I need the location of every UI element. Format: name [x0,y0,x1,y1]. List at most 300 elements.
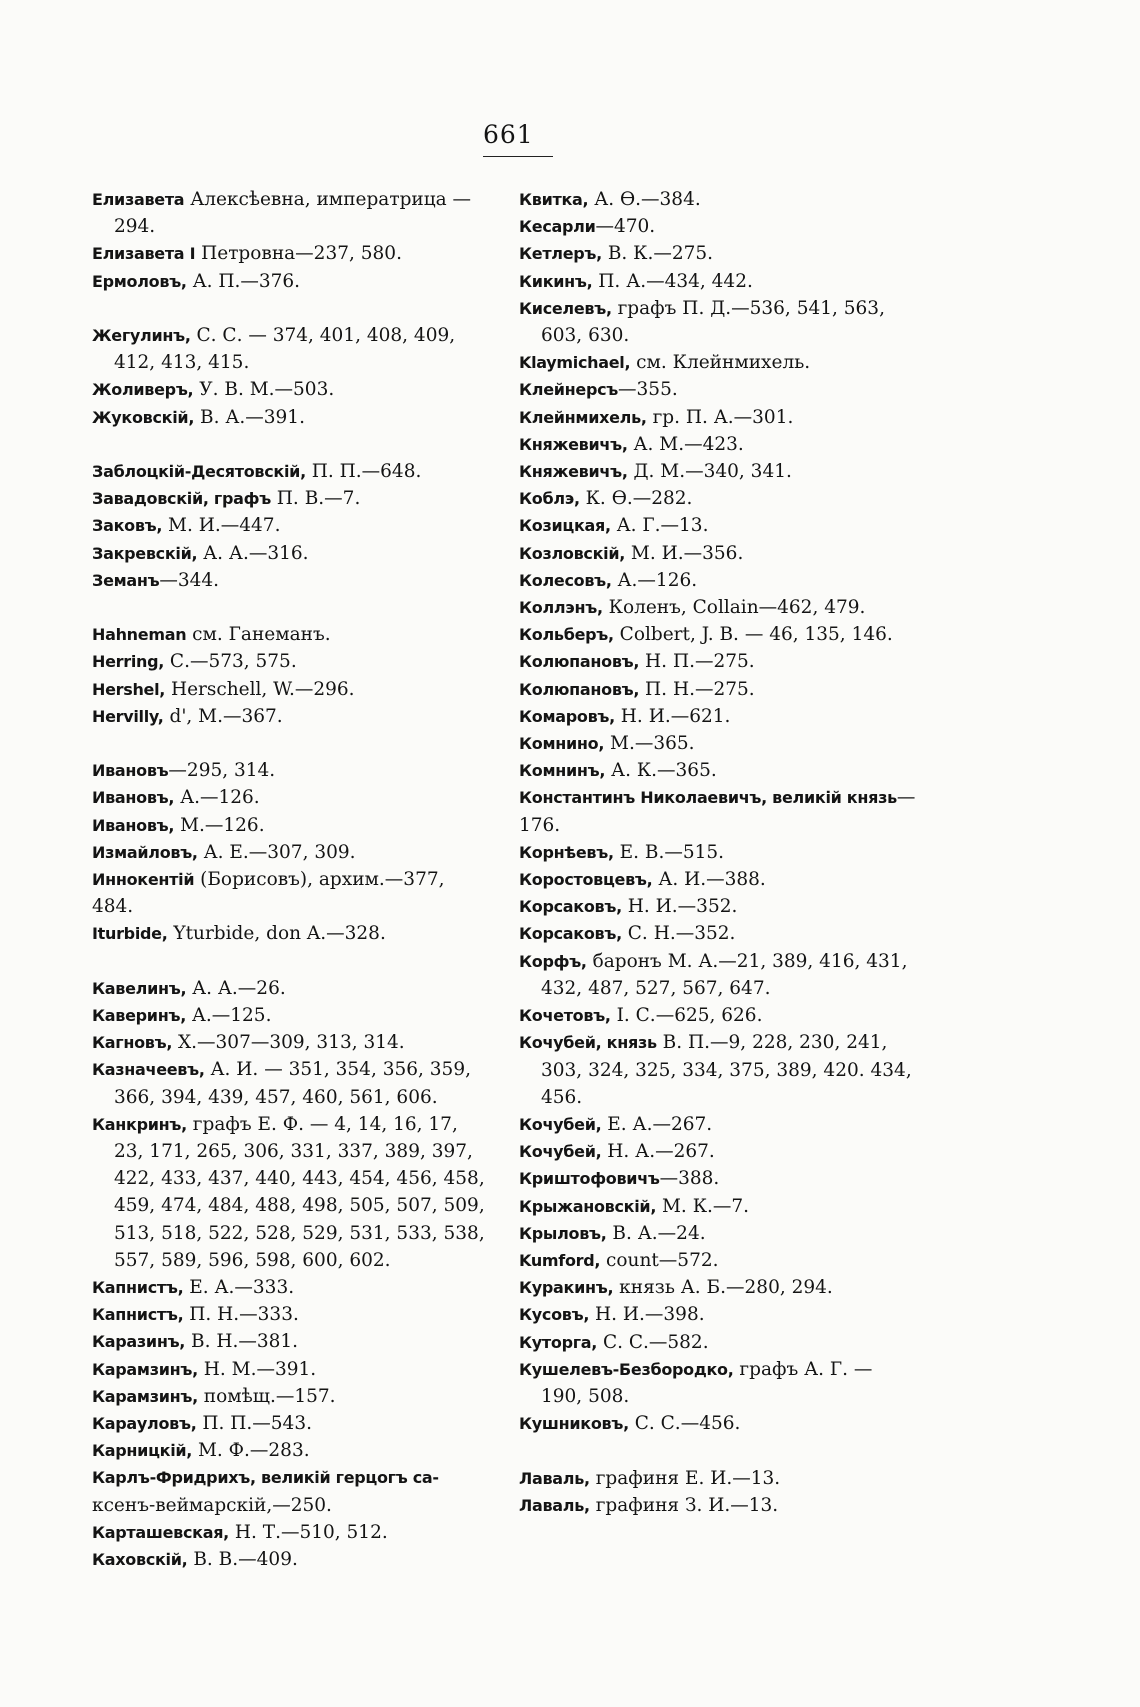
entry-line [519,866,931,893]
index-entry [92,703,490,730]
entry-head: Кочубей, [519,1142,602,1162]
entry-head: Klaymichael, [519,353,631,373]
entry-line [92,1464,490,1518]
entry-head: Криштофовичъ [519,1169,660,1189]
entry-line [519,268,931,295]
index-entry [519,1356,931,1410]
page-number-rule [483,156,553,157]
entry-head: Куторга, [519,1332,598,1352]
entry-line [519,1165,931,1192]
entry-line [519,648,931,675]
entry-text: см. Ганеманъ. [186,624,331,646]
entry-text: В. А.—391. [194,406,305,428]
entry-line [519,485,931,512]
entry-head: Закревскій, [92,543,198,563]
index-entry [519,1220,931,1247]
entry-text: В. Н.—381. [185,1331,299,1353]
entry-line [519,948,931,975]
entry-head: Hervilly, [92,706,164,726]
entry-head: Клейнмихель, [519,407,647,427]
index-entry [519,621,931,648]
entry-continuation: 190, 508. [541,1385,630,1407]
entry-head: Hershel, [92,679,166,699]
index-entry [92,676,490,703]
page-number: 661 [483,120,534,149]
index-entry [519,893,931,920]
entry-text: К. Ѳ.—282. [579,488,693,510]
entry-text: Е. А.—333. [183,1277,295,1299]
entry-line [92,757,490,784]
entry-text: Е. А.—267. [601,1113,713,1135]
entry-head: Кагновъ, [92,1033,173,1053]
entry-text: М. И.—356. [625,542,744,564]
index-entry [92,186,490,240]
entry-line [92,540,490,567]
entry-head: Кавелинъ, [92,978,187,998]
index-entry [92,404,490,431]
index-entry [519,648,931,675]
entry-text: А.—126. [611,569,698,591]
entry-head: Лаваль, [519,1495,590,1515]
index-entry [519,567,931,594]
section-gap [92,730,490,757]
entry-text: А. А.—316. [197,542,309,564]
index-entry [92,812,490,839]
entry-text: Д. М.—340, 341. [627,461,792,483]
entry-head: Kumford, [519,1250,601,1270]
entry-text: М. И.—447. [162,515,281,537]
entry-text: Н. И.—398. [589,1304,705,1326]
entry-line [519,1138,931,1165]
section-gap [92,295,490,322]
entry-head: Кушелевъ-Безбородко, [519,1359,734,1379]
entry-head: Комаровъ, [519,706,615,726]
entry-text: А. Ѳ.—384. [588,189,701,210]
entry-head: Кольберъ, [519,625,614,645]
entry-line [519,703,931,730]
entry-text: Коленъ, Collain—462, 479. [602,597,866,619]
entry-line [92,676,490,703]
index-entry [92,1328,490,1355]
entry-head: Кикинъ, [519,271,593,291]
entry-text: Х.—307—309, 313, 314. [172,1032,405,1054]
index-entry [92,485,490,512]
entry-text: графъ Е. Ф. — 4, 14, 16, 17, [186,1113,458,1135]
index-column-left [92,186,490,1573]
entry-line [519,1465,931,1492]
entry-text: В. П.—9, 228, 230, 241, [656,1032,888,1054]
index-entry [92,1056,490,1110]
entry-text: Алексѣевна, императрица — [184,189,472,210]
entry-head: Ивановъ [92,761,169,781]
entry-text: В. А.—24. [606,1222,706,1244]
entry-line [92,240,490,267]
entry-head: Земанъ [92,570,160,590]
index-entry [92,1410,490,1437]
index-entry [519,1002,931,1029]
entry-text: Е. В.—515. [613,841,725,863]
entry-head: Карамзинъ, [92,1359,198,1379]
entry-head: Елизавета I [92,244,196,264]
entry-text: А. И. — 351, 354, 356, 359, [204,1059,471,1081]
entry-text: Н. Т.—510, 512. [228,1521,388,1543]
entry-head: Квитка, [519,190,589,209]
entry-head: Карницкій, [92,1441,193,1461]
entry-line [519,1274,931,1301]
entry-line [519,186,931,213]
index-entry [519,186,931,213]
index-entry [92,376,490,403]
entry-line [519,1247,931,1274]
entry-text: М.—126. [174,814,265,836]
entry-text: А. Е.—307, 309. [197,841,356,863]
entry-line [519,431,931,458]
index-entry [519,295,931,349]
entry-text: А. К.—365. [605,760,717,782]
index-entry [519,1247,931,1274]
entry-text: М. К.—7. [656,1195,750,1217]
index-column-right [519,186,931,1519]
entry-line [519,1410,931,1437]
index-entry [92,322,490,376]
entry-line [92,1274,490,1301]
entry-head: Корсаковъ, [519,924,622,944]
index-entry [92,1301,490,1328]
entry-text: графиня З. И.—13. [589,1494,779,1516]
entry-head: Корсаковъ, [519,897,622,917]
index-entry [519,1029,931,1111]
index-entry [92,512,490,539]
entry-line [519,920,931,947]
entry-continuation: 603, 630. [541,325,630,347]
index-entry [519,703,931,730]
entry-line [92,1029,490,1056]
entry-text: помѣщ.—157. [197,1385,336,1407]
entry-line [92,322,490,349]
index-entry [92,1274,490,1301]
entry-line [519,376,931,403]
entry-head: Ивановъ, [92,815,175,835]
entry-continuation: 422, 433, 437, 440, 443, 454, 456, 458, [114,1168,485,1190]
entry-line [519,676,931,703]
entry-line [519,540,931,567]
index-entry [519,512,931,539]
entry-head: Ермоловъ, [92,271,187,291]
entry-text: А.—125. [185,1005,272,1027]
entry-head: Кочубей, [519,1114,602,1134]
entry-text: Н. А.—267. [601,1141,715,1163]
index-entry [519,240,931,267]
section-gap [92,431,490,458]
index-entry [519,431,931,458]
entry-line [519,1220,931,1247]
entry-line [92,485,490,512]
entry-text: У. В. М.—503. [193,379,335,401]
entry-line [519,213,931,240]
index-entry [519,839,931,866]
entry-head: Константинъ Николаевичъ, великій князь [519,788,897,808]
entry-text: С. С.—456. [628,1413,741,1435]
entry-head: Княжевичъ, [519,462,628,482]
index-entry [92,866,490,920]
index-entry [92,567,490,594]
entry-line [92,1410,490,1437]
index-entry [92,1029,490,1056]
entry-text: —176. [519,787,916,836]
entry-head: Ивановъ, [92,788,175,808]
entry-text: П. А.—434, 442. [592,270,753,292]
entry-line [92,1519,490,1546]
section-gap [519,1437,931,1464]
entry-continuation: 23, 171, 265, 306, 331, 337, 389, 397, [114,1141,473,1163]
entry-text: Петровна—237, 580. [195,243,402,265]
entry-line [92,1383,490,1410]
entry-text: А. М.—423. [627,433,744,455]
entry-continuation: 456. [541,1086,583,1108]
entry-text: d', M.—367. [163,705,283,727]
index-entry [519,1410,931,1437]
entry-continuation: 513, 518, 522, 528, 529, 531, 533, 538, [114,1222,485,1244]
entry-head: Кочетовъ, [519,1006,611,1026]
entry-text: П. П.—543. [196,1413,312,1435]
entry-text: графъ П. Д.—536, 541, 563, [611,297,885,319]
index-entry [92,975,490,1002]
index-entry [519,1492,931,1519]
index-entry [92,268,490,295]
index-entry [92,1519,490,1546]
entry-line [519,1111,931,1138]
entry-head: Корнѣевъ, [519,842,614,862]
entry-head: Казначеевъ, [92,1060,205,1080]
entry-line [519,757,931,784]
index-entry [92,757,490,784]
entry-head: Каразинъ, [92,1332,186,1352]
entry-line [519,349,931,376]
section-gap [92,948,490,975]
entry-text: Yturbide, don A.—328. [167,923,386,945]
entry-continuation: 557, 589, 596, 598, 600, 602. [114,1249,391,1271]
index-entry [519,757,931,784]
entry-head: Крыловъ, [519,1223,607,1243]
entry-continuation: 303, 324, 325, 334, 375, 389, 420. 434, [541,1059,912,1081]
entry-text: —470. [595,216,656,238]
entry-text: Н. М.—391. [197,1358,317,1380]
entry-text: А.—126. [174,787,260,809]
entry-line [519,1193,931,1220]
index-entry [519,730,931,757]
entry-line [92,621,490,648]
entry-line [519,621,931,648]
entry-head: Лаваль, [519,1468,590,1488]
entry-line [519,1029,931,1056]
entry-continuation: 412, 413, 415. [114,352,250,374]
entry-text: ксенъ-веймарскій,—250. [92,1494,332,1516]
entry-head: Колюпановъ, [519,652,640,672]
index-entry [92,458,490,485]
index-entry [519,1301,931,1328]
entry-line [92,1328,490,1355]
entry-text: Н. И.—621. [614,705,731,727]
entry-head: Кесарли [519,217,596,237]
index-entry [92,1356,490,1383]
index-entry [519,948,931,1002]
entry-line [92,268,490,295]
entry-head: Заковъ, [92,516,163,536]
entry-text: М. Ф.—283. [192,1440,310,1462]
entry-head: Жуковскій, [92,407,195,427]
index-entry [519,1193,931,1220]
index-entry [519,784,931,838]
entry-continuation: 459, 474, 484, 488, 498, 505, 507, 509, [114,1195,485,1217]
entry-head: Карамзинъ, [92,1386,198,1406]
entry-head: Карташевская, [92,1522,229,1542]
entry-head: Кочубей, князь [519,1033,657,1053]
index-entry [519,1165,931,1192]
index-entry [519,349,931,376]
entry-text: П. В.—7. [270,488,361,510]
entry-text: А. И.—388. [652,869,766,891]
entry-continuation: 294. [114,216,156,238]
entry-line [519,730,931,757]
entry-line [92,512,490,539]
entry-head: Заблоцкій-Десятовскій, [92,462,306,481]
entry-text: гр. П. А.—301. [646,406,794,428]
entry-text: С. С. — 374, 401, 408, 409, [190,325,456,346]
entry-text: А. Г.—13. [610,515,709,537]
entry-head: Иннокентій [92,870,195,890]
entry-text: М.—365. [604,733,695,755]
entry-line [92,784,490,811]
entry-head: Завадовскій, графъ [92,489,271,509]
entry-head: Крыжановскій, [519,1196,657,1216]
entry-head: Княжевичъ, [519,434,628,454]
index-entry [519,485,931,512]
entry-line [92,404,490,431]
entry-text: А. П.—376. [186,270,301,292]
entry-head: Кушниковъ, [519,1414,629,1434]
index-entry [92,621,490,648]
entry-head: Коллэнъ, [519,598,603,618]
entry-text: —388. [659,1168,720,1190]
entry-text: —295, 314. [168,760,276,782]
entry-head: Жегулинъ, [92,326,191,345]
entry-line [92,1301,490,1328]
entry-line [92,567,490,594]
index-entry [92,784,490,811]
entry-line [519,839,931,866]
entry-text: баронъ М. А.—21, 389, 416, 431, [586,950,908,972]
entry-head: Кусовъ, [519,1305,590,1325]
entry-head: Жоливеръ, [92,380,194,400]
index-entry [92,240,490,267]
entry-head: Канкринъ, [92,1114,187,1134]
index-entry [92,1383,490,1410]
entry-head: Колесовъ, [519,570,612,590]
index-entry [519,404,931,431]
entry-line [92,1002,490,1029]
entry-head: Каверинъ, [92,1006,186,1026]
index-entry [92,1546,490,1573]
entry-head: Капнистъ, [92,1305,184,1325]
entry-head: Коблэ, [519,489,580,509]
entry-head: Клейнерсъ [519,380,619,400]
index-entry [519,1111,931,1138]
index-entry [92,540,490,567]
entry-line [92,975,490,1002]
entry-line [519,512,931,539]
entry-line [92,866,490,920]
entry-line [519,1002,931,1029]
entry-text: Н. П.—275. [639,651,755,673]
entry-head: Комнино, [519,734,605,754]
entry-head: Карауловъ, [92,1414,197,1434]
entry-line [519,784,931,838]
entry-text: —355. [618,379,678,401]
index-entry [519,268,931,295]
index-entry [519,1274,931,1301]
index-entry [519,376,931,403]
entry-line [519,1356,931,1383]
index-entry [519,920,931,947]
entry-head: Корфъ, [519,951,587,971]
entry-line [92,920,490,947]
entry-head: Кетлеръ, [519,244,602,264]
entry-text: С.—573, 575. [164,651,297,673]
entry-head: Колюпановъ, [519,679,640,699]
index-entry [92,1437,490,1464]
entry-head: Измайловъ, [92,842,198,862]
entry-text: В. В.—409. [187,1549,298,1571]
entry-text: С. Н.—352. [621,923,736,945]
index-entry [92,839,490,866]
entry-text: (Борисовъ), архим.—377, 484. [92,869,445,918]
entry-head: Капнистъ, [92,1278,184,1298]
entry-text: см. Клейнмихель. [630,352,811,374]
entry-line [92,1437,490,1464]
entry-head: Киселевъ, [519,298,612,318]
entry-line [519,240,931,267]
entry-line [519,1329,931,1356]
entry-head: Iturbide, [92,924,168,944]
index-entry [519,866,931,893]
entry-head: Козицкая, [519,516,611,536]
entry-head: Hahneman [92,625,187,645]
entry-head: Карлъ-Фридрихъ, великій герцогъ са- [92,1468,439,1488]
index-entry [92,1111,490,1274]
entry-head: Козловскій, [519,543,626,563]
entry-text: графиня Е. И.—13. [589,1467,781,1489]
entry-line [92,1546,490,1573]
index-entry [92,648,490,675]
index-entry [519,458,931,485]
index-entry [519,1465,931,1492]
index-entry [519,540,931,567]
entry-text: —344. [159,569,220,591]
entry-line [92,703,490,730]
entry-text: count—572. [600,1249,719,1271]
entry-line [92,812,490,839]
entry-line [92,1111,490,1138]
entry-line [92,839,490,866]
index-entry [92,1002,490,1029]
entry-line [519,1492,931,1519]
entry-line [92,376,490,403]
entry-text: А. А.—26. [186,977,286,999]
entry-head: Комнинъ, [519,761,606,781]
entry-text: С. С.—582. [597,1331,709,1353]
index-entry [92,920,490,947]
entry-text: П. Н.—333. [183,1304,299,1326]
